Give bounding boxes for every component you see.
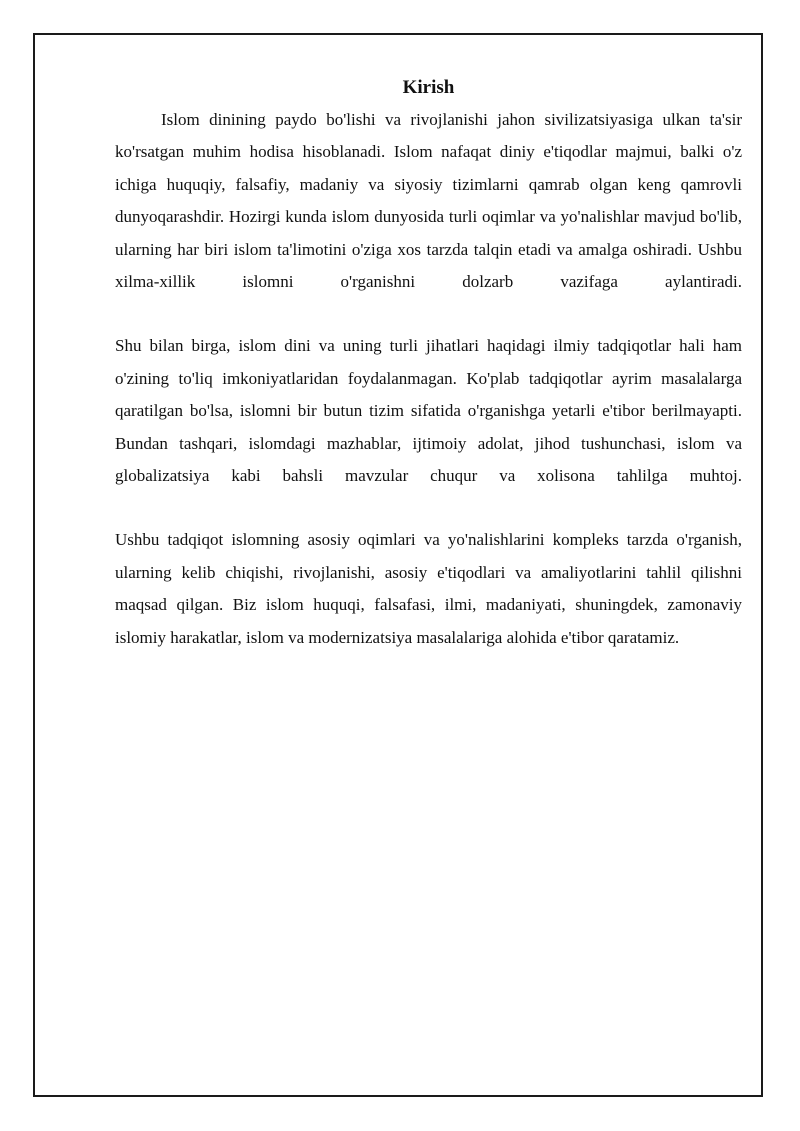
paragraph-gap [115,492,742,524]
document-body [115,76,742,654]
paragraph-gap [115,298,742,330]
paragraph-2: Shu bilan birga, islom dini va uning turli jihatlari haqidagi ilmiy tadqiqotlar hali ham o'zining to'liq imkoniyatlaridan foydalanmagan. Ko'plab tadqiqotlar ayrim masalalarga qaratilgan bo'lsa, islomni bir butun tizim sifatida o'rganishga yetarli e'tibor berilmayapti. Bundan tashqari, islomdagi mazhablar, ijtimoiy adolat, jihod tushunchasi, islom va globalizatsiya kabi bahsli mavzular chuqur va xolisona tahlilga muhtoj. [115,336,742,486]
paragraph-1: Islom dinining paydo bo'lishi va rivojlanishi jahon sivilizatsiyasiga ulkan ta'sir ko'rsatgan muhim hodisa hisoblanadi. Islom nafaqat diniy e'tiqodlar majmui, balki o'z ichiga huquqiy, falsafiy, madaniy va siyosiy tizimlarni qamrab olgan keng qamrovli dunyoqarashdir. Hozirgi kunda islom dunyosida turli oqimlar va yo'nalishlar mavjud bo'lib, ularning har biri islom ta'limotini o'ziga xos tarzda talqin etadi va amalga oshiradi. Ushbu xilma-xillik islomni o'rganishni dolzarb vazifaga aylantiradi. [115,110,742,292]
paragraph-3: Ushbu tadqiqot islomning asosiy oqimlari va yo'nalishlarini kompleks tarzda o'rganish, ularning kelib chiqishi, rivojlanishi, asosiy e'tiqodlari va amaliyotlarini tahlil qilishni maqsad qilgan. Biz islom huquqi, falsafasi, ilmi, madaniyati, shuningdek, zamonaviy islomiy harakatlar, islom va modernizatsiya masalalariga alohida e'tibor qaratamiz. [115,530,742,647]
document-title: Kirish [402,77,455,98]
